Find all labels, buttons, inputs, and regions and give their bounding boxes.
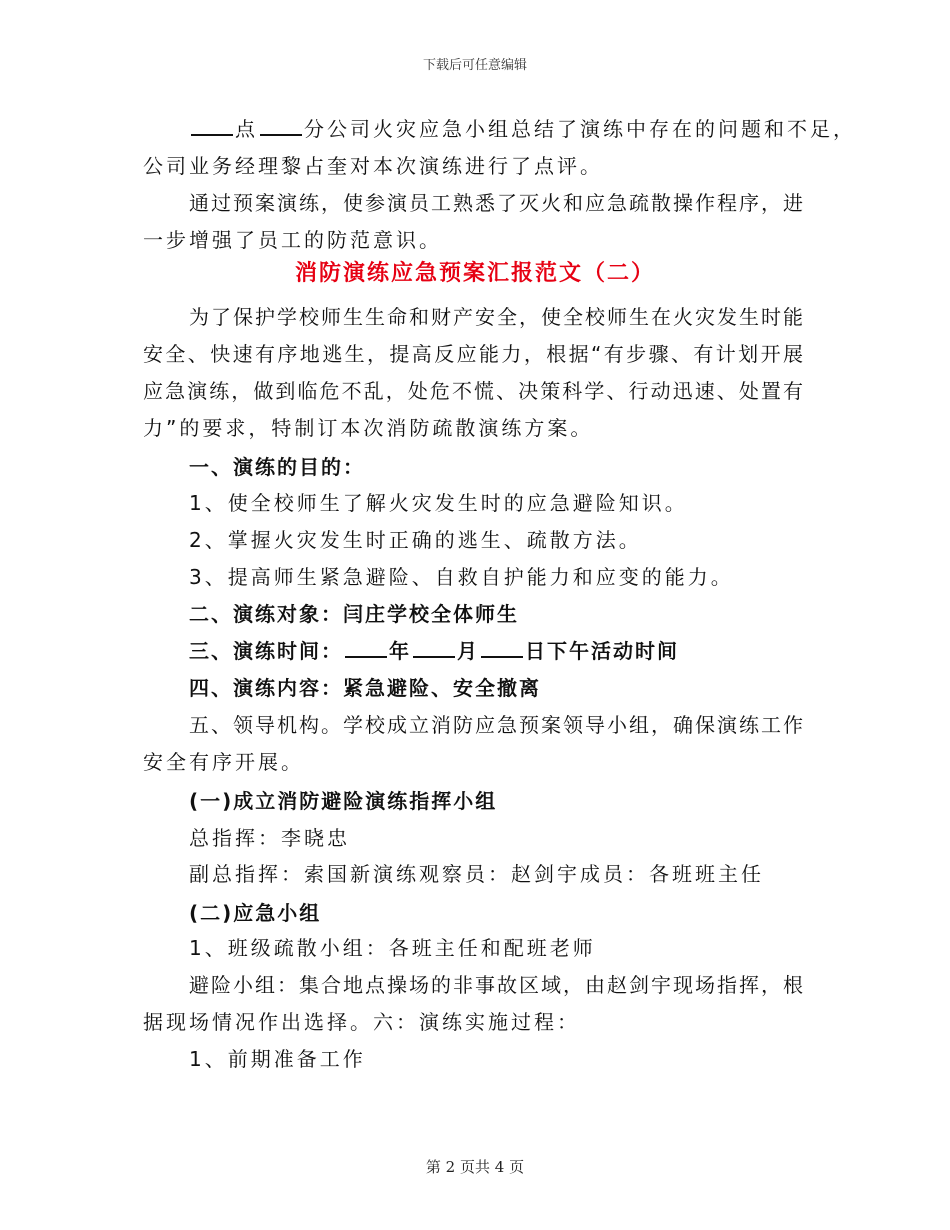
intro-line-4: 力”的要求，特制订本次消防疏散演练方案。	[143, 416, 594, 440]
group1-commander: 总指挥：李晓忠	[189, 826, 350, 850]
section1-item-2: 2、掌握火灾发生时正确的逃生、疏散方法。	[189, 528, 642, 552]
group2-item-1: 1、班级疏散小组：各班主任和配班老师	[189, 936, 596, 960]
group2-heading: (二)应急小组	[189, 901, 322, 925]
group2-avoid-line-1: 避险小组：集合地点操场的非事故区域，由赵剑宇现场指挥，根	[189, 973, 803, 997]
group1-heading: (一)成立消防避险演练指挥小组	[189, 789, 498, 813]
section1-item-3: 3、提高师生紧急避险、自救自护能力和应变的能力。	[189, 565, 734, 589]
blank-underline	[481, 638, 523, 658]
section3-heading: 三、演练时间： 年 月 日下午活动时间	[189, 639, 679, 663]
section2-heading: 二、演练对象：闫庄学校全体师生	[189, 602, 519, 626]
blank-underline	[260, 116, 302, 136]
prev-para2-line-2: 一步增强了员工的防范意识。	[143, 228, 442, 252]
group1-members: 副总指挥：索国新演练观察员：赵剑宇成员：各班班主任	[189, 862, 764, 886]
intro-line-3: 应急演练，做到临危不乱，处危不慌、决策科学、行动迅速、处置有	[143, 379, 803, 403]
prev-para2-line-1: 通过预案演练，使参演员工熟悉了灭火和应急疏散操作程序，进	[189, 191, 803, 215]
group2-item-last: 1、前期准备工作	[189, 1047, 366, 1071]
blank-underline	[345, 638, 387, 658]
section5-line-1: 五、领导机构。学校成立消防应急预案领导小组，确保演练工作	[189, 713, 803, 737]
section1-heading: 一、演练的目的：	[189, 455, 365, 479]
page-header: 下载后可任意编辑	[422, 58, 527, 73]
intro-line-2: 安全、快速有序地逃生，提高反应能力，根据“有步骤、有计划开展	[143, 342, 803, 366]
section-title: 消防演练应急预案汇报范文（二）	[294, 261, 655, 286]
section5-line-2: 安全有序开展。	[143, 750, 304, 774]
group2-avoid-line-2: 据现场情况作出选择。六：演练实施过程：	[143, 1010, 580, 1034]
blank-underline	[413, 638, 455, 658]
section4-heading: 四、演练内容：紧急避险、安全撤离	[189, 676, 541, 700]
prev-line-2: 公司业务经理黎占奎对本次演练进行了点评。	[143, 154, 603, 178]
prev-line-1: 点 分公司火灾应急小组总结了演练中存在的问题和不足，	[189, 116, 856, 142]
section1-item-1: 1、使全校师生了解火灾发生时的应急避险知识。	[189, 491, 688, 515]
intro-line-1: 为了保护学校师生生命和财产安全，使全校师生在火灾发生时能	[189, 305, 803, 329]
blank-underline	[191, 116, 233, 136]
page-footer: 第 2 页共 4 页	[425, 1158, 525, 1176]
